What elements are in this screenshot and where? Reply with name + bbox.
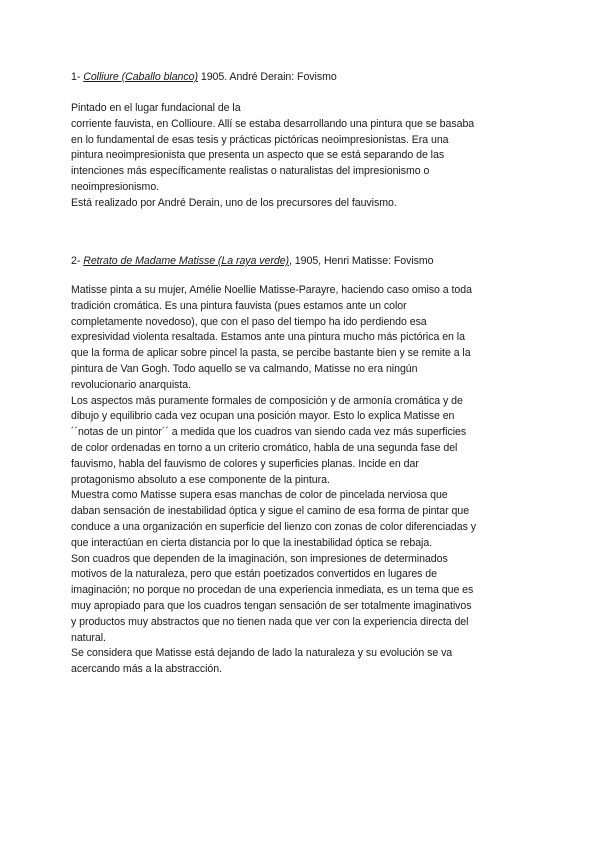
paragraph-line: completamente novedoso), que con el paso del tiempo ha ido perdiendo esa <box>71 315 427 328</box>
paragraph-line: que interactúan en cierta distancia por lo que la inestabilidad óptica se rebaja. <box>71 536 433 549</box>
section-2-number: 2- <box>71 255 84 267</box>
paragraph-line: natural. <box>71 631 106 644</box>
paragraph-line: que la forma de aplicar sobre pincel la pasta, se percibe bastante bien y se remite a la <box>71 347 471 360</box>
paragraph-line: corriente fauvista, en Collioure. Allí se estaba desarrollando una pintura que se basaba <box>71 117 475 130</box>
paragraph-line: fauvismo, habla del fauvismo de colores y superficies planas. Incide en dar <box>71 457 419 470</box>
section-2-paragraph <box>71 283 511 678</box>
paragraph-line: pintura de Van Gogh. Todo aquello se va calmando, Matisse no era ningún <box>71 362 418 375</box>
paragraph-line: Se considera que Matisse está dejando de lado la naturaleza y su evolución se va <box>71 647 453 660</box>
paragraph-line: Pintado en el lugar fundacional de la <box>71 102 241 114</box>
paragraph-line: imaginación; no porque no procedan de una experiencia inmediata, es un tema que es <box>71 584 474 597</box>
paragraph-line: Muestra como Matisse supera esas manchas de color de pincelada nerviosa que <box>71 489 448 502</box>
paragraph-line: y productos muy abstractos que no tienen nada que ver con la experiencia directa del <box>71 615 469 628</box>
paragraph-line: dibujo y equilibrio cada vez ocupan una posición mayor. Esto lo explica Matisse en <box>71 410 455 423</box>
paragraph-line: Está realizado por André Derain, uno de los precursores del fauvismo. <box>71 196 397 209</box>
paragraph-line: de color ordenadas en torno a un criterio cromático, habla de una segunda fase del <box>71 441 458 454</box>
paragraph-line: Son cuadros que dependen de la imaginación, son impresiones de determinados <box>71 552 448 565</box>
paragraph-line: revolucionario anarquista. <box>71 378 192 391</box>
paragraph-line: pintura neoimpresionista que presenta un aspecto que se está separando de las <box>71 149 445 162</box>
paragraph-line: Los aspectos más puramente formales de composición y de armonía cromática y de <box>71 394 463 407</box>
paragraph-line: en lo fundamental de esas tesis y prácticas pictóricas neoimpresionistas. Era una <box>71 133 449 146</box>
section-1-number: 1- <box>71 71 84 83</box>
section-1-heading-rest: 1905. André Derain: Fovismo <box>197 71 337 83</box>
paragraph-line: tradición cromática. Es una pintura fauvista (pues estamos ante un color <box>71 299 407 312</box>
paragraph-line: muy apropiado para que los cuadros tengan sensación de ser totalmente imaginativos <box>71 599 472 612</box>
paragraph-line: intenciones más específicamente realistas o naturalistas del impresionismo o <box>71 165 430 178</box>
section-2-heading <box>71 254 434 270</box>
paragraph-line: daban sensación de inestabilidad óptica y sigue el camino de esa forma de pintar que <box>71 505 470 518</box>
section-2-heading-rest: , 1905, Henri Matisse: Fovismo <box>289 255 434 267</box>
section-2-title: Retrato de Madame Matisse (La raya verde) <box>83 255 290 267</box>
paragraph-line: neoimpresionismo. <box>71 180 160 193</box>
paragraph-line: Matisse pinta a su mujer, Amélie Noellie Matisse-Parayre, haciendo caso omiso a toda <box>71 284 472 296</box>
section-1-paragraph <box>71 101 511 212</box>
paragraph-line: protagonismo absoluto a ese componente de la pintura. <box>71 473 330 486</box>
section-1-heading <box>71 70 337 86</box>
paragraph-line: conduce a una organización en superficie del lienzo con zonas de color diferenciadas y <box>71 520 476 533</box>
paragraph-line: acercando más a la abstracción. <box>71 663 222 676</box>
paragraph-line: expresividad violenta resaltada. Estamos ante una pintura mucho más pictórica en la <box>71 331 465 344</box>
section-1-title: Colliure (Caballo blanco) <box>83 71 198 83</box>
paragraph-line: motivos de la naturaleza, pero que están poetizados convertidos en lugares de <box>71 568 437 581</box>
paragraph-line: ´´notas de un pintor´´ a medida que los cuadros van siendo cada vez más superficies <box>71 426 467 439</box>
